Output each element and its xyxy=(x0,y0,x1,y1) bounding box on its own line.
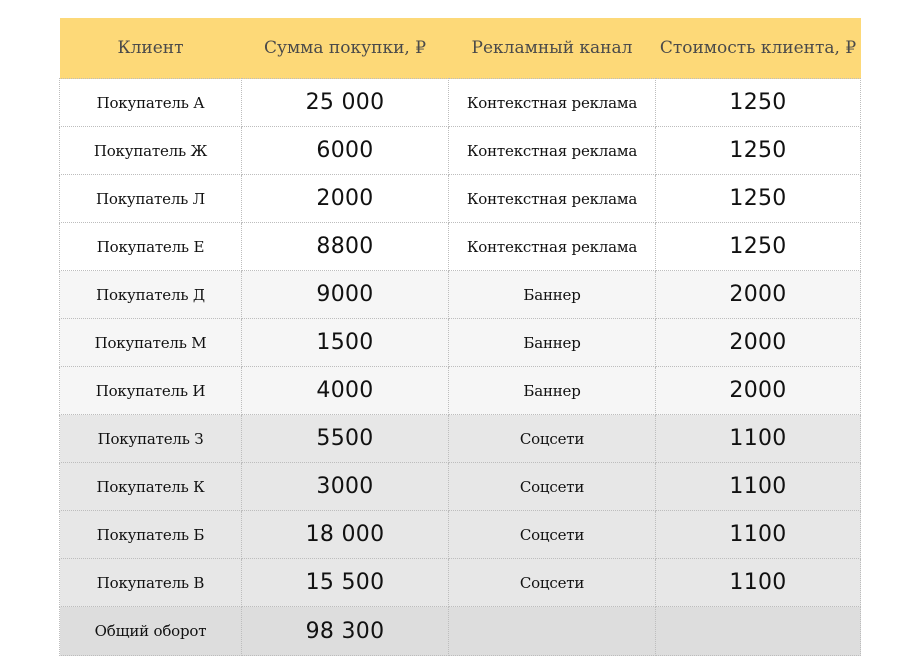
cost-cell: 1250 xyxy=(656,127,861,175)
purchase-table-container xyxy=(59,18,860,656)
amount-cell: 1500 xyxy=(242,319,449,367)
channel-cell: Контекстная реклама xyxy=(449,127,656,175)
client-cell: Покупатель К xyxy=(60,463,242,511)
table-row xyxy=(60,271,861,319)
table-row xyxy=(60,367,861,415)
client-cell: Покупатель А xyxy=(60,79,242,127)
table-row xyxy=(60,559,861,607)
cost-cell: 1250 xyxy=(656,223,861,271)
table-row xyxy=(60,319,861,367)
cost-cell: 1100 xyxy=(656,559,861,607)
client-cell: Покупатель И xyxy=(60,367,242,415)
total-empty-cell xyxy=(449,607,656,656)
cost-cell: 1100 xyxy=(656,415,861,463)
amount-cell: 6000 xyxy=(242,127,449,175)
table-row xyxy=(60,127,861,175)
client-cell: Покупатель Б xyxy=(60,511,242,559)
client-cell: Покупатель Е xyxy=(60,223,242,271)
purchase-table xyxy=(59,18,861,656)
channel-cell: Соцсети xyxy=(449,463,656,511)
table-row xyxy=(60,463,861,511)
client-cell: Покупатель Д xyxy=(60,271,242,319)
client-cell: Покупатель З xyxy=(60,415,242,463)
cost-cell: 1100 xyxy=(656,463,861,511)
cost-cell: 2000 xyxy=(656,367,861,415)
amount-cell: 9000 xyxy=(242,271,449,319)
header-cost: Стоимость клиента, ₽ xyxy=(656,18,861,79)
cost-cell: 2000 xyxy=(656,319,861,367)
header-client: Клиент xyxy=(60,18,242,79)
total-empty-cell xyxy=(656,607,861,656)
amount-cell: 18 000 xyxy=(242,511,449,559)
channel-cell: Баннер xyxy=(449,319,656,367)
amount-cell: 3000 xyxy=(242,463,449,511)
amount-cell: 8800 xyxy=(242,223,449,271)
channel-cell: Контекстная реклама xyxy=(449,223,656,271)
channel-cell: Соцсети xyxy=(449,415,656,463)
cost-cell: 1250 xyxy=(656,79,861,127)
client-cell: Покупатель Л xyxy=(60,175,242,223)
client-cell: Покупатель В xyxy=(60,559,242,607)
cost-cell: 1100 xyxy=(656,511,861,559)
channel-cell: Баннер xyxy=(449,367,656,415)
amount-cell: 15 500 xyxy=(242,559,449,607)
total-amount: 98 300 xyxy=(242,607,449,656)
amount-cell: 5500 xyxy=(242,415,449,463)
amount-cell: 25 000 xyxy=(242,79,449,127)
channel-cell: Соцсети xyxy=(449,511,656,559)
channel-cell: Контекстная реклама xyxy=(449,79,656,127)
cost-cell: 1250 xyxy=(656,175,861,223)
amount-cell: 2000 xyxy=(242,175,449,223)
table-row xyxy=(60,223,861,271)
table-row xyxy=(60,79,861,127)
client-cell: Покупатель М xyxy=(60,319,242,367)
header-channel: Рекламный канал xyxy=(449,18,656,79)
total-row xyxy=(60,607,861,656)
table-row xyxy=(60,511,861,559)
channel-cell: Баннер xyxy=(449,271,656,319)
table-row xyxy=(60,175,861,223)
header-amount: Сумма покупки, ₽ xyxy=(242,18,449,79)
cost-cell: 2000 xyxy=(656,271,861,319)
total-label: Общий оборот xyxy=(60,607,242,656)
table-row xyxy=(60,415,861,463)
table-header-row xyxy=(60,18,861,79)
channel-cell: Контекстная реклама xyxy=(449,175,656,223)
amount-cell: 4000 xyxy=(242,367,449,415)
channel-cell: Соцсети xyxy=(449,559,656,607)
client-cell: Покупатель Ж xyxy=(60,127,242,175)
